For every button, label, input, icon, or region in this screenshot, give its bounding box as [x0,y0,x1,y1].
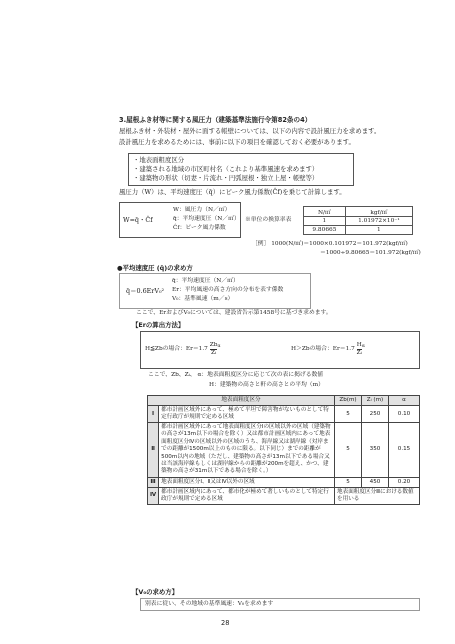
table-row [148,487,420,504]
er-case-1-denominator: Zᵢ [210,350,217,356]
unit-conversion-note: ※単位の換算率表 [245,217,292,223]
roughness-header: Zb(m) [335,396,362,406]
avg-def: Er：平均風速の高さ方向の分布を表す係数 [172,287,284,293]
unit-header: N/㎡ [304,207,346,217]
roughness-zi: 250 [362,406,389,423]
intro-line-1: 屋根ふき材・外装材・屋外に面する帳壁については、以下の内容で設計風圧力を求めます。 [119,127,381,135]
wind-pressure-formula: W=q̄・Ĉf [123,216,153,224]
roughness-header: α [389,396,420,406]
unit-cell: 1 [304,217,346,226]
table-row [148,423,420,478]
table-row [148,406,420,423]
er-case-2 [291,342,365,357]
er-title: 【Erの算出方法】 [132,321,185,329]
roughness-desc: 都市計画区域内にあって、都市化が極めて著しいものとして特定行政庁が規則で定める区域 [159,487,335,504]
unit-cell: 1 [345,226,412,235]
roughness-zb: 5 [335,406,362,423]
avg-pressure-title: ●平均速度圧 (q̄)の求め方 [117,264,193,272]
er-note-1: ここで、Zb、Zᵢ、 α：地表面粗度区分に応じて次の表に掲げる数値 [148,372,324,378]
roughness-zb: 5 [335,477,362,487]
conversion-example-2: ＝1000÷9.80665＝101.972(kgf/㎡) [320,250,421,256]
roughness-desc: 地表面粗度区分Ⅰ、Ⅱ又はⅣ以外の区域 [159,477,335,487]
er-case-1-numerator: Zb [209,342,218,348]
checklist-box [128,153,354,186]
avg-def: q̄：平均速度圧（N／㎡） [172,278,239,284]
er-case-1 [145,342,221,357]
formula-def: q̄：平均速度圧（N／㎡） [173,216,240,222]
unit-cell: 1.01972×10⁻¹ [345,217,412,226]
page-number: 28 [221,619,230,627]
unit-cell: 9.80665 [304,226,346,235]
er-case-2-denominator: Zᵢ [356,350,362,356]
checklist-item: ・地表面粗度区分 [133,156,185,164]
roughness-desc: 都市計画区域外にあって、極めて平坦で障害物がないものとして特定行政庁が規則で定める区域 [159,406,335,423]
roughness-class: Ⅲ [148,477,159,487]
v0-box [140,598,420,611]
roughness-class: Ⅰ [148,406,159,423]
v0-text: 別表に従い、その地域の基準風速：V₀を求めます [145,601,274,607]
formula-def: Ĉf：ピーク風力係数 [173,225,226,231]
roughness-class: Ⅳ [148,487,159,504]
roughness-alpha: 0.10 [389,406,420,423]
avg-pressure-box [119,273,311,309]
checklist-item: ・建築物の形状（切妻・片流れ・円弧屋根・独立上屋・帳壁等） [133,174,319,182]
roughness-alpha: 0.20 [389,477,420,487]
avg-note: ここで、ErおよびV₀については、建設省告示第1458号に基づき求めます。 [136,310,332,316]
roughness-alpha: 0.15 [389,423,420,478]
roughness-zi: 450 [362,477,389,487]
unit-header: kgf/㎡ [345,207,412,217]
roughness-class: Ⅱ [148,423,159,478]
er-case-2-numerator: H [356,342,362,348]
roughness-zi: 350 [362,423,389,478]
roughness-zb: 5 [335,423,362,478]
er-case-2-prefix: H＞Zbの場合：Er＝1.7 [291,346,355,352]
roughness-header: 地表面粗度区分 [148,396,335,406]
er-case-1-exponent: α [217,344,221,350]
roughness-desc: 都市計画区域外にあって地表面粗度区分Ⅰの区域以外の区域（建築物の高さが13m以下の場合を除く）又は都市計画区域内にあって地表面粗度区分Ⅳの区域以外の区域のうち、海岸線又は湖岸線（対岸までの距離が1500m以上のものに限る。以下同じ）までの距離が500m以内の地域（ただし、建築物の高さが13m以下である場合又は当該海岸線もしくは湖岸線からの距離が200mを超え、かつ、建築物の高さが31m以下である場合を除く。） [159,423,335,478]
avg-pressure-formula: q̄＝0.6ErV₀² [126,287,165,295]
section-title: 3.屋根ふき材等に関する風圧力（建築基準法施行令第82条の4） [119,116,312,124]
conversion-example-1: ［例］ 1000(N/㎡)＝1000×0.101972＝101.972(kgf/㎡) [252,241,408,247]
formula-def: W：風圧力（N／㎡） [173,207,231,213]
er-formula-box [140,331,420,369]
roughness-header: Zᵢ (m) [362,396,389,406]
roughness-table [147,395,420,505]
checklist-item: ・建築される地域の市区町村名（これより基準風速を求めます） [133,165,319,173]
roughness-merged-value: 地表面粗度区分Ⅲにおける数値を用いる [335,487,420,504]
er-case-1-prefix: H≦Zbの場合：Er＝1.7 [145,346,208,352]
v0-title: 【V₀の求め方】 [132,588,179,596]
er-case-2-exponent: α [361,344,365,350]
table-row [148,477,420,487]
avg-def: V₀：基準風速（m／s） [172,296,234,302]
er-note-2: H：建築物の高さと軒の高さとの平均（m） [209,382,324,388]
intro-line-2: 設計風圧力を求めるためには、事前に以下の項目を確認しておく必要があります。 [119,138,355,146]
unit-conversion-table [303,206,413,235]
wind-pressure-formula-box [119,202,241,238]
pressure-description: 風圧力（W）は、平均速度圧（q̄）にピーク風力係数(Ĉf)を乗じて計算します。 [119,188,346,196]
